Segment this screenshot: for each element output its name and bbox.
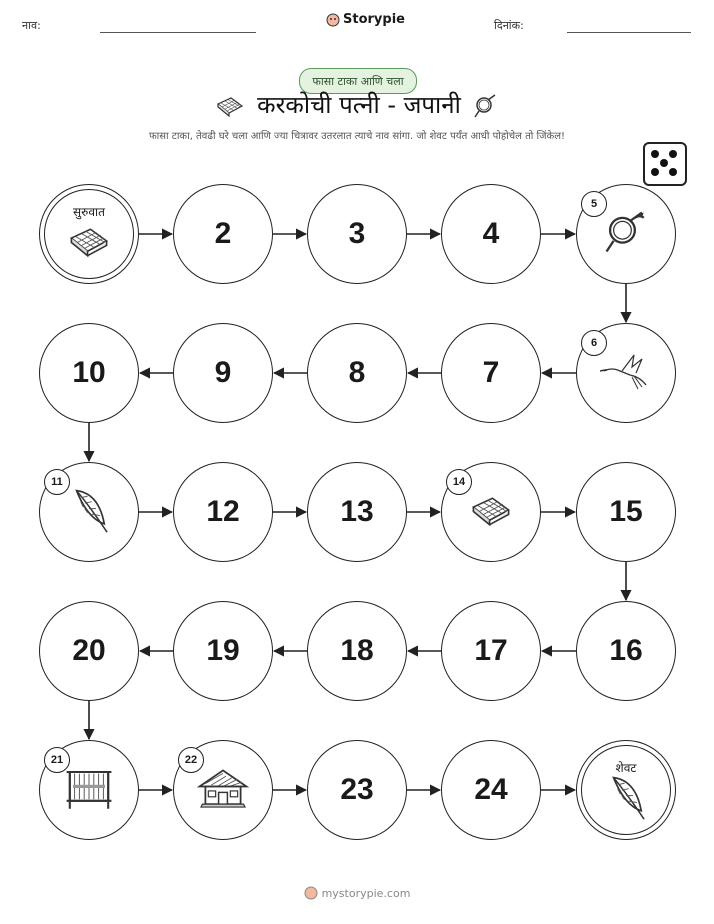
end-label: शेवट [615,761,637,775]
cell-number: 4 [482,217,500,250]
footer-url: mystorypie.com [321,886,411,900]
cell-number: 20 [72,634,106,667]
board-cell-21 [39,740,139,840]
board-cell-12 [173,462,273,562]
cell-number: 11 [44,469,70,495]
instructions: फासा टाका, तेवढी घरे चला आणि ज्या चित्रावर उतरलात त्याचे नाव सांगा. जो शेवट पर्यंत आधी पोहोचेल तो जिंकेल! [148,131,566,142]
feather-icon [67,485,111,539]
cell-number: 18 [340,634,374,667]
board-cell-1 [39,184,139,284]
board-cell-3 [307,184,407,284]
cell-number: 7 [482,356,500,389]
cell-number: 16 [609,634,643,667]
board-cell-25 [576,740,676,840]
title-text: करकोची पत्नी - जपानी [257,91,461,119]
loom-icon [65,765,113,815]
activity-badge: फासा टाका आणि चला [299,68,417,94]
cell-number: 21 [44,747,70,773]
cell-number: 12 [206,495,240,528]
board-cell-22 [173,740,273,840]
board-cell-18 [307,601,407,701]
board-cell-7 [441,323,541,423]
board-cell-4 [441,184,541,284]
mat-icon [469,493,513,531]
board-cell-15 [576,462,676,562]
cell-number: 10 [72,356,106,389]
cell-number: 22 [178,747,204,773]
brand-name: Storypie [343,12,405,27]
board-cell-10 [39,323,139,423]
board-cell-6 [576,323,676,423]
board-cell-19 [173,601,273,701]
board-cell-13 [307,462,407,562]
board-cell-8 [307,323,407,423]
cell-number: 14 [446,469,472,495]
board-cell-9 [173,323,273,423]
crane-icon [600,351,652,395]
cell-number: 8 [348,356,366,389]
board-cell-24 [441,740,541,840]
cell-number: 2 [214,217,232,250]
cell-number: 17 [474,634,508,667]
storypie-icon [304,886,318,900]
date-label: दिनांक: [494,19,524,32]
cell-number: 19 [206,634,240,667]
cell-number: 5 [581,191,607,217]
cell-number: 6 [581,330,607,356]
cell-number: 9 [214,356,232,389]
board-cell-23 [307,740,407,840]
board-cell-2 [173,184,273,284]
start-label: सुरुवात [73,205,105,219]
board-cell-11 [39,462,139,562]
board-cell-14 [441,462,541,562]
cell-number: 23 [340,773,374,806]
name-label: नाव: [22,19,41,32]
cell-number: 15 [609,495,643,528]
cell-number: 3 [348,217,366,250]
cell-number: 24 [474,773,508,806]
board-cell-20 [39,601,139,701]
board-cell-17 [441,601,541,701]
hut-icon [196,766,250,814]
footer [0,886,714,900]
rope-icon [603,209,649,259]
feather-icon [604,772,648,826]
board-cell-5 [576,184,676,284]
cell-number: 13 [340,495,374,528]
board-cell-16 [576,601,676,701]
mat-icon [67,224,111,262]
